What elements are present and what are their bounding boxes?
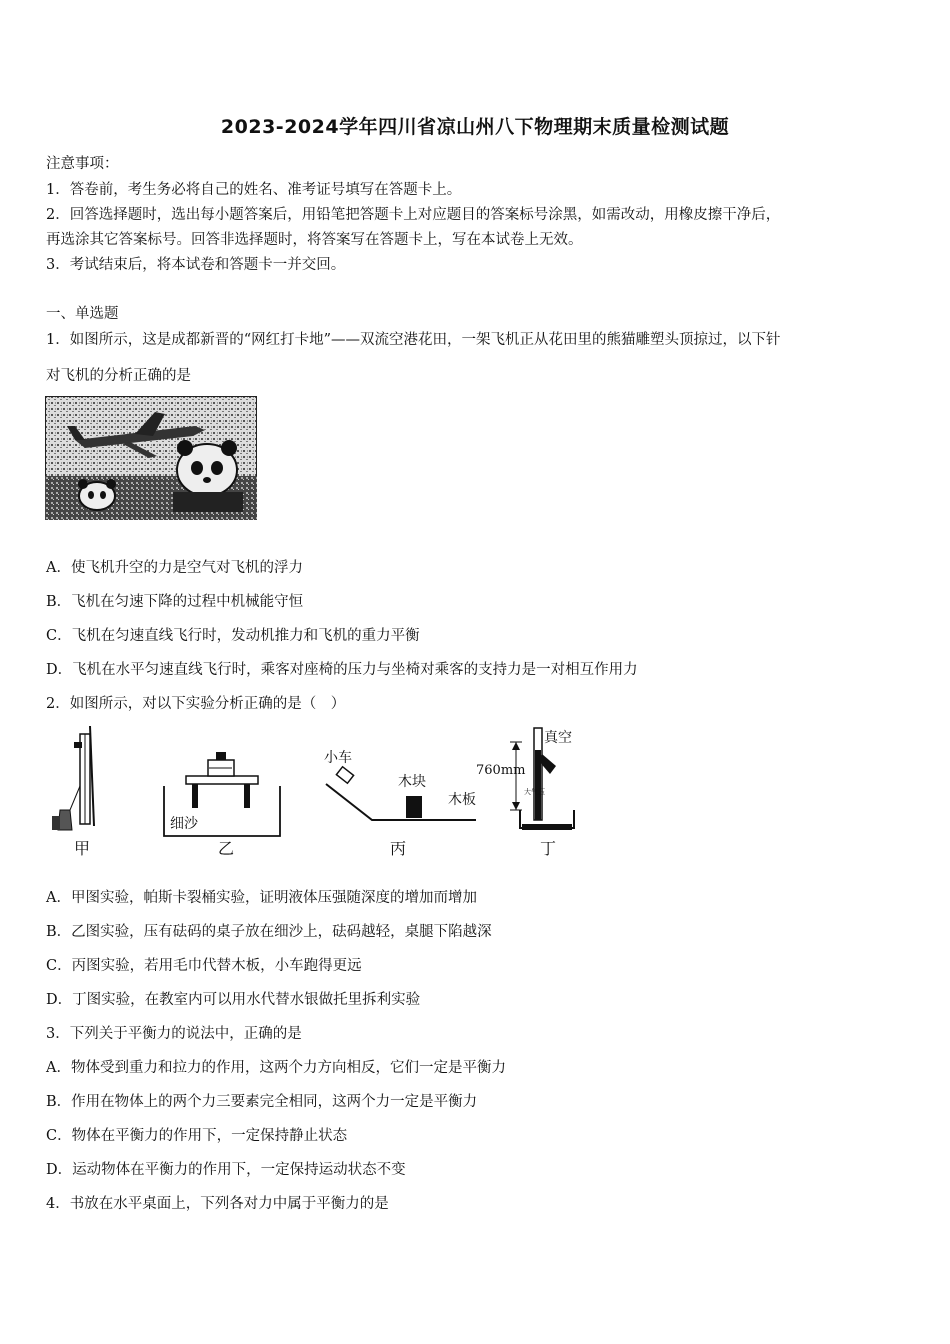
- notice-heading: 注意事项：: [46, 156, 119, 172]
- q3-option-d: D．运动物体在平衡力的作用下，一定保持运动状态不变: [46, 1162, 406, 1178]
- label-cart: 小车: [324, 750, 352, 766]
- cart-slope-figure: [324, 750, 476, 858]
- q2-option-d: D．丁图实验，在教室内可以用水代替水银做托里拆利实验: [46, 992, 421, 1008]
- label-yi: 乙: [218, 839, 235, 858]
- q1-option-c: C．飞机在匀速直线飞行时，发动机推力和飞机的重力平衡: [46, 628, 420, 644]
- q2-option-b: B．乙图实验，压有砝码的桌子放在细沙上，砝码越轻，桌腿下陷越深: [46, 924, 492, 940]
- label-jia: 甲: [74, 839, 91, 858]
- q3-stem: 3．下列关于平衡力的说法中，正确的是: [46, 1026, 302, 1042]
- label-ding: 丁: [540, 839, 557, 858]
- label-sand: 细沙: [170, 816, 198, 832]
- pascal-barrel-figure: [52, 726, 94, 858]
- airplane-panda-photo: [45, 396, 257, 520]
- notice-item-3: 3．考试结束后，将本试卷和答题卡一并交回。: [46, 257, 346, 273]
- page-title: 2023-2024学年四川省凉山州八下物理期末质量检测试题: [220, 116, 730, 138]
- q2-option-a: A．甲图实验，帕斯卡裂桶实验，证明液体压强随深度的增加而增加: [46, 890, 477, 906]
- q4-stem: 4．书放在水平桌面上，下列各对力中属于平衡力的是: [46, 1196, 389, 1212]
- label-board: 木板: [448, 792, 476, 808]
- q2-experiment-figures: [46, 726, 586, 864]
- q3-option-c: C．物体在平衡力的作用下，一定保持静止状态: [46, 1128, 348, 1144]
- q2-stem: 2．如图所示，对以下实验分析正确的是（ ）: [46, 696, 346, 712]
- q1-stem-line2: 对飞机的分析正确的是: [46, 368, 191, 384]
- notice-item-2: 2．回答选择题时，选出每小题答案后，用铅笔把答题卡上对应题目的答案标号涂黑，如需改动，用橡皮擦干净后，: [46, 207, 781, 223]
- q2-option-c: C．丙图实验，若用毛巾代替木板，小车跑得更远: [46, 958, 362, 974]
- q1-option-a: A．使飞机升空的力是空气对飞机的浮力: [46, 560, 303, 576]
- q1-stem-line1: 1．如图所示，这是成都新晋的“网红打卡地”——双流空港花田，一架飞机正从花田里的熊猫雕塑头顶掠过，以下针: [46, 332, 781, 348]
- torricelli-figure: [476, 728, 574, 858]
- table-sand-figure: [164, 752, 280, 858]
- notice-item-2-cont: 再选涂其它答案标号。回答非选择题时，将答案写在答题卡上，写在本试卷上无效。: [46, 232, 583, 248]
- q3-option-b: B．作用在物体上的两个力三要素完全相同，这两个力一定是平衡力: [46, 1094, 478, 1110]
- label-vacuum: 真空: [544, 730, 572, 746]
- q1-option-d: D．飞机在水平匀速直线飞行时，乘客对座椅的压力与坐椅对乘客的支持力是一对相互作用力: [46, 662, 638, 678]
- section-heading: 一、单选题: [46, 306, 119, 322]
- q3-option-a: A．物体受到重力和拉力的作用，这两个力方向相反，它们一定是平衡力: [46, 1060, 506, 1076]
- label-760mm: 760mm: [476, 763, 526, 778]
- label-block: 木块: [398, 774, 426, 790]
- label-atm: 大气压: [524, 788, 545, 796]
- label-bing: 丙: [390, 839, 407, 858]
- q1-option-b: B．飞机在匀速下降的过程中机械能守恒: [46, 594, 304, 610]
- notice-item-1: 1．答卷前，考生务必将自己的姓名、准考证号填写在答题卡上。: [46, 182, 462, 198]
